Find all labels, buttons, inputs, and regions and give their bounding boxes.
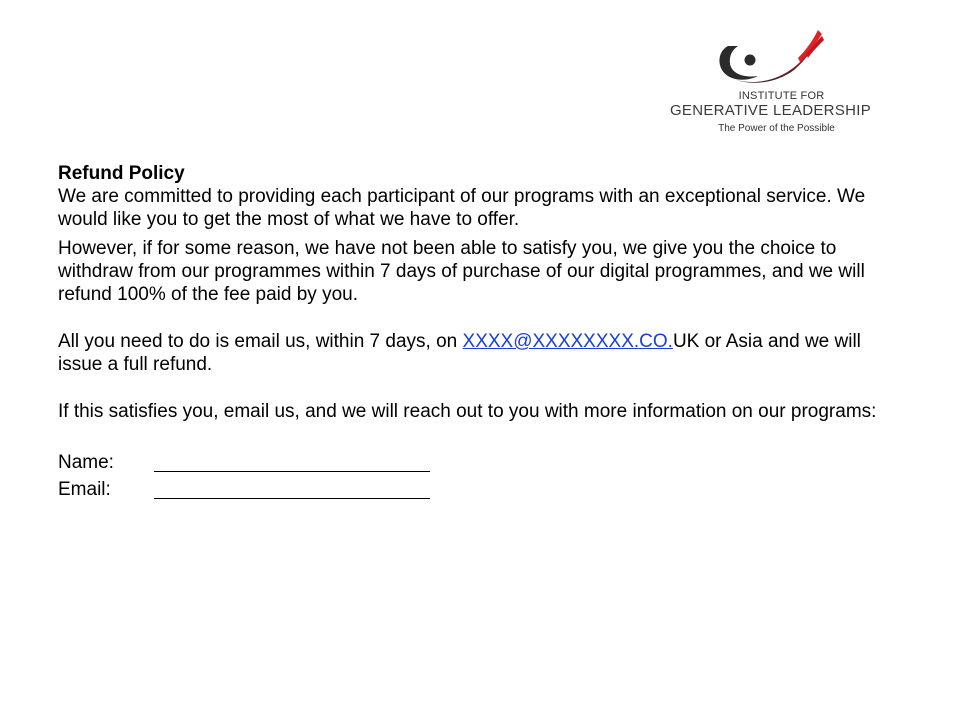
policy-paragraph-commitment: We are committed to providing each participant of our programs with an exceptional service. We would like you to get the most of what we have to offer.	[58, 186, 866, 230]
email-instructions-text-before: All you need to do is email us, within 7 days, on	[58, 331, 463, 352]
name-label: Name:	[58, 452, 114, 473]
email-label: Email:	[58, 479, 111, 500]
refund-email-link[interactable]: XXXX@XXXXXXXX.CO.	[462, 331, 673, 352]
logo-text-line2: GENERATIVE LEADERSHIP	[669, 102, 872, 119]
email-form-row	[58, 474, 908, 501]
logo-mark-icon	[714, 28, 826, 90]
policy-paragraph-more-info: If this satisfies you, email us, and we will reach out to you with more information on our programs:	[58, 401, 877, 422]
logo-text-line1: INSTITUTE FOR	[738, 90, 825, 102]
policy-title: Refund Policy	[58, 163, 185, 184]
policy-paragraph-withdraw: However, if for some reason, we have not been able to satisfy you, we give you the choice to withdraw from our programmes within 7 days of purchase of our digital programmes, and we will refund 100% of the fee paid by you.	[58, 238, 865, 305]
logo-tagline: The Power of the Possible	[718, 123, 835, 134]
name-blank-field[interactable]	[154, 451, 430, 472]
email-blank-field[interactable]	[154, 478, 430, 499]
institute-logo	[668, 28, 878, 138]
policy-content	[58, 162, 908, 501]
policy-paragraph-email-instructions	[58, 330, 908, 376]
name-form-row	[58, 447, 908, 474]
email-instructions-text-after: UK or Asia and we will issue a full refund.	[58, 331, 861, 375]
